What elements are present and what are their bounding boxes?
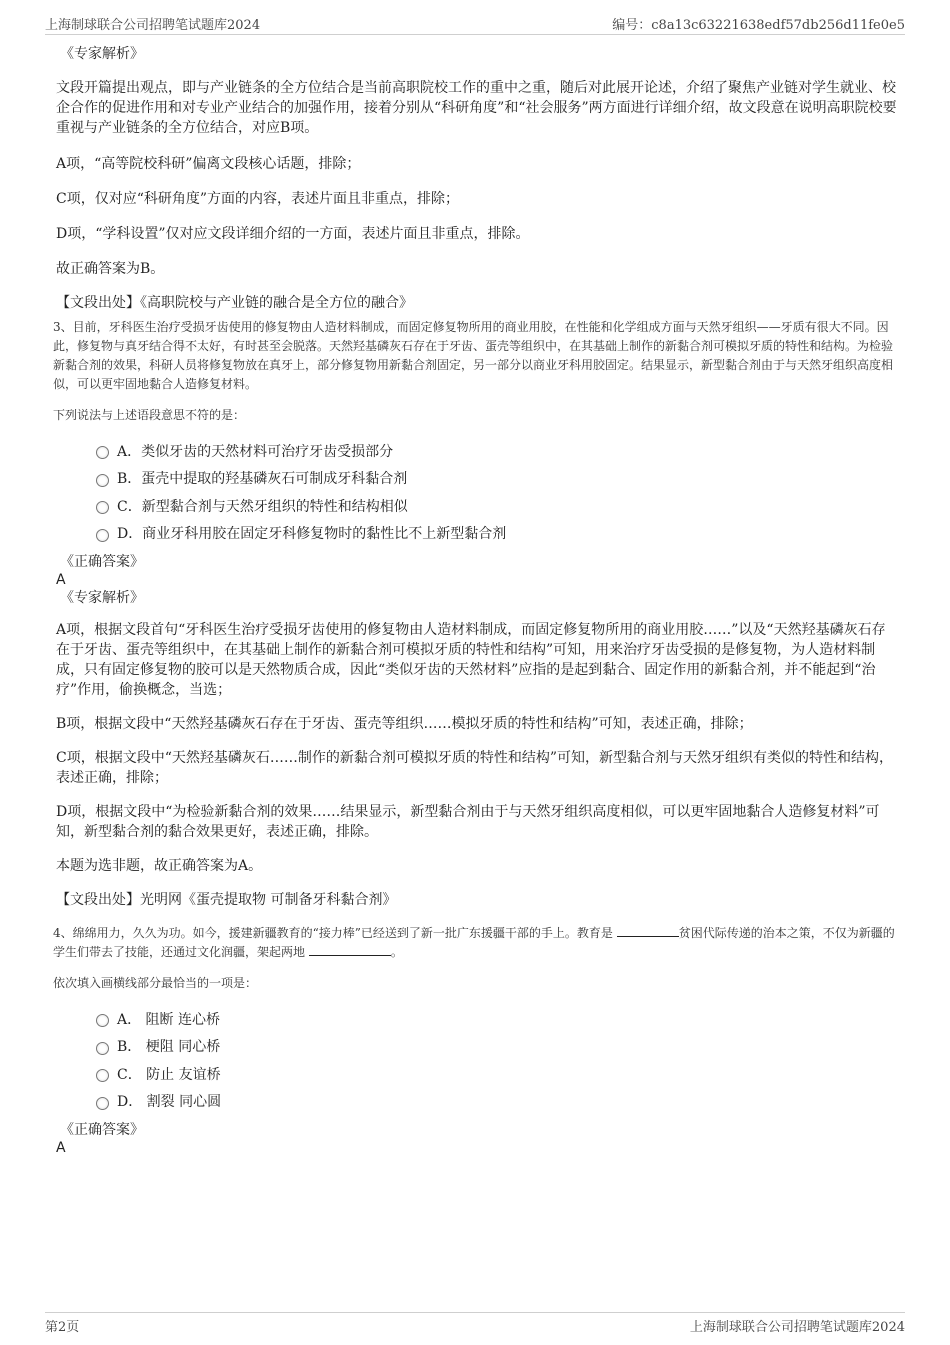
q3-option-b[interactable] <box>96 465 897 493</box>
q3-option-d-label: D．商业牙科用胶在固定牙科修复物时的黏性比不上新型黏合剂 <box>117 526 507 543</box>
fill-blank-2 <box>309 943 391 956</box>
q2-analysis-para: 文段开篇提出观点，即与产业链条的全方位结合是当前高职院校工作的重中之重，随后对此展开论述，介绍了聚焦产业链对学生就业、校企合作的促进作用和对专业产业结合的加强作用，接着分别从“科研角度”和“社会服务”两方面进行详细介绍，故文段意在说明高职院校要重视与产业链条的全方位结合，对应B项。 <box>56 80 897 136</box>
radio-icon[interactable] <box>96 1097 109 1110</box>
q4-option-d-label: D． 割裂 同心圆 <box>117 1094 222 1111</box>
q4-stem-part3: 。 <box>390 945 403 959</box>
q3-answer-label: 《正确答案》 <box>60 554 144 570</box>
page-number: 第2页 <box>45 1320 80 1335</box>
q2-conclusion: 故正确答案为B。 <box>56 261 165 277</box>
q2-analysis-d: D项，“学科设置”仅对应文段详细介绍的一方面，表述片面且非重点，排除。 <box>56 226 530 242</box>
radio-icon[interactable] <box>96 1069 109 1082</box>
page-content <box>53 44 897 1157</box>
q4-option-b[interactable] <box>96 1033 897 1061</box>
header-title: 上海制球联合公司招聘笔试题库2024 <box>45 18 261 33</box>
q3-analysis-b: B项，根据文段中“天然羟基磷灰石存在于牙齿、蛋壳等组织……模拟牙质的特性和结构”可知，表述正确，排除； <box>56 716 753 732</box>
footer-title: 上海制球联合公司招聘笔试题库2024 <box>689 1320 905 1335</box>
q3-option-c-label: C．新型黏合剂与天然牙组织的特性和结构相似 <box>117 498 408 515</box>
q4-option-a[interactable] <box>96 1005 897 1033</box>
q4-stem <box>53 924 897 962</box>
q3-option-a[interactable] <box>96 437 897 465</box>
q3-options <box>96 437 897 547</box>
fill-blank-1 <box>617 924 679 937</box>
page-footer <box>45 1312 905 1337</box>
q3-option-d[interactable] <box>96 520 897 548</box>
radio-icon[interactable] <box>96 501 109 514</box>
q2-expert-label: 《专家解析》 <box>60 46 144 62</box>
q3-analysis-a: A项，根据文段首句“牙科医生治疗受损牙齿使用的修复物由人造材料制成，而固定修复物所用的商业用胶……”以及“天然羟基磷灰石存在于牙齿、蛋壳等组织中，在其基础上制作的新黏合剂可模拟牙质的特性和结构”可知，用来治疗牙齿受损的是修复物，为人造材料制成，只有固定修复物的胶可以是天然物质合成，因此“类似牙齿的天然材料”应指的是起到黏合、固定作用的新黏合剂，并不能起到“治疗”作用，偷换概念，当选； <box>56 622 886 698</box>
q4-option-d[interactable] <box>96 1088 897 1116</box>
q3-analysis-c: C项，根据文段中“天然羟基磷灰石……制作的新黏合剂可模拟牙质的特性和结构”可知，新型黏合剂与天然牙组织有类似的特性和结构，表述正确，排除； <box>56 750 894 786</box>
q3-expert-label: 《专家解析》 <box>60 590 144 606</box>
q3-question: 下列说法与上述语段意思不符的是： <box>53 408 246 422</box>
q3-conclusion: 本题为选非题，故正确答案为A。 <box>56 858 263 874</box>
radio-icon[interactable] <box>96 474 109 487</box>
q2-analysis-a: A项，“高等院校科研”偏离文段核心话题，排除； <box>56 156 361 172</box>
q4-option-a-label: A． 阻断 连心桥 <box>117 1011 221 1028</box>
q4-answer: A <box>56 1140 66 1156</box>
q4-options <box>96 1005 897 1115</box>
q4-option-b-label: B． 梗阻 同心桥 <box>117 1039 221 1056</box>
header-serial: 编号：c8a13c63221638edf57db256d11fe0e5 <box>612 18 905 33</box>
q4-question: 依次填入画横线部分最恰当的一项是： <box>53 976 258 990</box>
q3-option-c[interactable] <box>96 492 897 520</box>
q4-answer-label: 《正确答案》 <box>60 1122 144 1138</box>
q4-stem-part1: 4、绵绵用力，久久为功。如今，援建新疆教育的“接力棒”已经送到了新一批广东援疆干部的手上。教育是 <box>53 926 613 940</box>
q2-analysis-c: C项，仅对应“科研角度”方面的内容，表述片面且非重点，排除； <box>56 191 460 207</box>
page-header <box>45 12 905 35</box>
q2-source: 【文段出处】《高职院校与产业链的融合是全方位的融合》 <box>56 295 413 311</box>
q3-stem: 3、目前，牙科医生治疗受损牙齿使用的修复物由人造材料制成，而固定修复物所用的商业用胶，在性能和化学组成方面与天然牙组织——牙质有很大不同。因此，修复物与真牙结合得不太好，有时甚至会脱落。天然羟基磷灰石存在于牙齿、蛋壳等组织中，在其基础上制作的新黏合剂可模拟牙质的特性和结构。为检验新黏合剂的效果，科研人员将修复物放在真牙上，部分修复物用新黏合剂固定，另一部分以商业牙科用胶固定。结果显示，新型黏合剂由于与天然牙组织高度相似，可以更牢固地黏合人造修复材料。 <box>53 320 894 391</box>
q3-analysis-d: D项，根据文段中“为检验新黏合剂的效果……结果显示，新型黏合剂由于与天然牙组织高度相似，可以更牢固地黏合人造修复材料”可知，新型黏合剂的黏合效果更好，表述正确，排除。 <box>56 804 880 840</box>
q4-option-c-label: C． 防止 友谊桥 <box>117 1066 221 1083</box>
q4-stem-part2: 贫困代际传递的治本之策，不仅为新疆的学生们带去了技能，还通过文化润疆，架起两地 <box>53 926 895 959</box>
q3-option-a-label: A．类似牙齿的天然材料可治疗牙齿受损部分 <box>117 443 394 460</box>
radio-icon[interactable] <box>96 529 109 542</box>
q3-answer: A <box>56 572 66 588</box>
q3-option-b-label: B．蛋壳中提取的羟基磷灰石可制成牙科黏合剂 <box>117 471 408 488</box>
q3-source: 【文段出处】光明网《蛋壳提取物 可制备牙科黏合剂》 <box>56 892 397 908</box>
q4-option-c[interactable] <box>96 1060 897 1088</box>
radio-icon[interactable] <box>96 1014 109 1027</box>
radio-icon[interactable] <box>96 446 109 459</box>
radio-icon[interactable] <box>96 1042 109 1055</box>
